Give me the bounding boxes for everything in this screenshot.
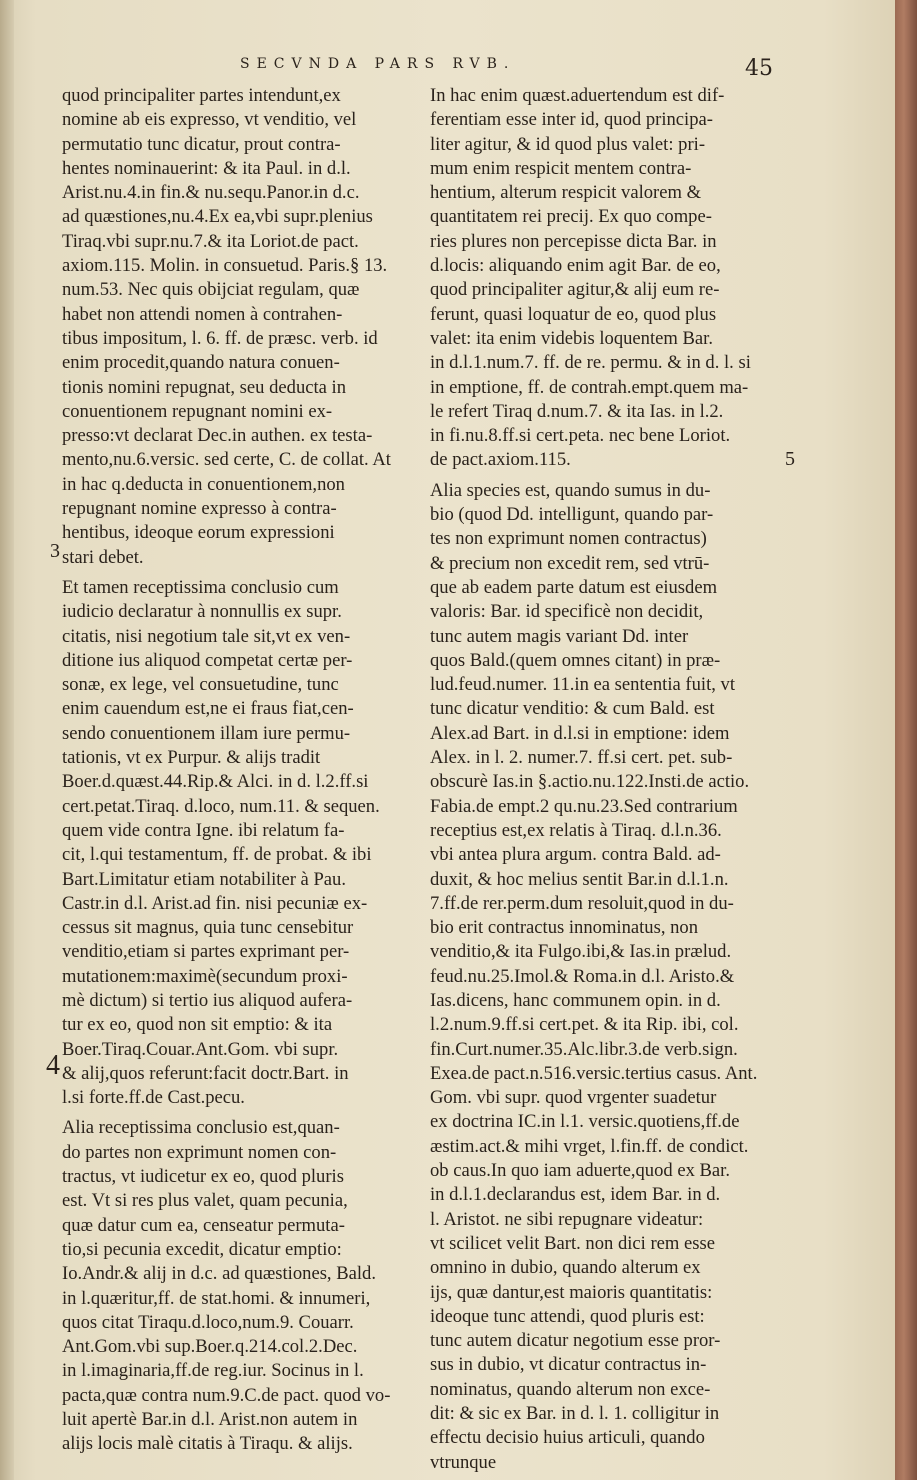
text-line: quod principaliter agitur,& alij eum re- xyxy=(430,279,720,301)
text-line: venditio,& ita Fulgo.ibi,& Ias.in prælud. xyxy=(430,941,732,963)
text-line: Boer.Tiraq.Couar.Ant.Gom. vbi supr. xyxy=(62,1038,339,1060)
text-line: tio,si pecunia excedit, dicatur emptio: xyxy=(62,1238,342,1260)
text-line: ad quæstiones,nu.4.Ex ea,vbi supr.plenius xyxy=(62,206,373,228)
text-line: cert.petat.Tiraq. d.loco, num.11. & sequen. xyxy=(62,795,380,817)
text-line: mutationem:maximè(secundum proxi- xyxy=(62,965,348,987)
text-line: axiom.115. Molin. in consuetud. Paris.§ 13. xyxy=(62,255,388,277)
text-line: permutatio tunc dicatur, prout contra- xyxy=(62,133,341,155)
text-line: alijs locis malè citatis à Tiraqu. & alijs. xyxy=(62,1433,353,1455)
text-line: tunc autem magis variant Dd. inter xyxy=(430,625,689,647)
text-line: l. Aristot. ne sibi repugnare videatur: xyxy=(430,1208,704,1230)
text-line: Exea.de pact.n.516.versic.tertius casus. Ant. xyxy=(430,1062,758,1084)
text-line: vt scilicet velit Bart. non dici rem esse xyxy=(430,1232,716,1254)
text-line: num.53. Nec quis obijciat regulam, quæ xyxy=(62,279,360,301)
text-line: hentes nominauerint: & ita Paul. in d.l. xyxy=(62,157,351,179)
text-line: do partes non exprimunt nomen con- xyxy=(62,1141,337,1163)
text-line: quod principaliter partes intendunt,ex xyxy=(62,85,341,106)
text-line: tractus, vt iudicetur ex eo, quod pluris xyxy=(62,1166,344,1188)
text-line: quem vide contra Igne. ibi relatum fa- xyxy=(62,819,345,841)
text-line: est. Vt si res plus valet, quam pecunia, xyxy=(62,1190,348,1212)
text-line: receptius est,ex relatis à Tiraq. d.l.n.36. xyxy=(430,819,722,841)
text-line: quos citat Tiraqu.d.loco,num.9. Couarr. xyxy=(62,1311,354,1333)
text-line: bio (quod Dd. intelligunt, quando par- xyxy=(430,504,714,526)
text-line: tibus impositum, l. 6. ff. de præsc. verb. id xyxy=(62,327,378,349)
text-line: le refert Tiraq d.num.7. & ita Ias. in l.2. xyxy=(430,400,724,422)
text-line: quæ datur cum ea, censeatur permuta- xyxy=(62,1214,345,1236)
text-line: & alij,quos referunt:facit doctr.Bart. in xyxy=(62,1062,349,1084)
text-line: valet: ita enim videbis loquentem Bar. xyxy=(430,327,713,349)
text-line: que ab eadem parte datum est eiusdem xyxy=(430,576,718,598)
text-line: sonæ, ex lege, vel consuetudine, tunc xyxy=(62,674,339,696)
text-line: conuentionem repugnant nomini ex- xyxy=(62,400,333,422)
text-line: mum enim respicit mentem contra- xyxy=(430,157,692,179)
margin-number-5: 5 xyxy=(785,448,795,470)
text-line: ditione ius aliquod competat certæ per- xyxy=(62,649,353,671)
text-line: Alex.ad Bart. in d.l.si in emptione: idem xyxy=(430,722,730,744)
text-line: Ant.Gom.vbi sup.Boer.q.214.col.2.Dec. xyxy=(62,1336,358,1358)
text-line: obscurè Ias.in §.actio.nu.122.Insti.de actio. xyxy=(430,771,750,793)
text-line: l.2.num.9.ff.si cert.pet. & ita Rip. ibi, col. xyxy=(430,1014,739,1036)
text-line: in l.quæritur,ff. de stat.homi. & innumeri, xyxy=(62,1287,371,1309)
text-line: 7.ff.de rer.perm.dum resoluit,quod in du- xyxy=(430,892,734,914)
text-line: ex doctrina IC.in l.1. versic.quotiens,ff.de xyxy=(430,1111,740,1133)
text-line: l.si forte.ff.de Cast.pecu. xyxy=(62,1087,245,1109)
running-header: SECVNDA PARS RVB. xyxy=(240,56,516,72)
left-text-column xyxy=(62,84,414,1457)
text-line: in fi.nu.8.ff.si cert.peta. nec bene Loriot. xyxy=(430,425,731,447)
text-line: in d.l.1.num.7. ff. de re. permu. & in d. l. si xyxy=(430,352,751,374)
text-line: ijs, quæ dantur,est maioris quantitatis: xyxy=(430,1281,713,1303)
text-line: lud.feud.numer. 11.in ea sententia fuit, vt xyxy=(430,674,735,696)
text-line: tur ex eo, quod non sit emptio: & ita xyxy=(62,1014,333,1036)
margin-number-3: 3 xyxy=(50,540,60,562)
text-line: Castr.in d.l. Arist.ad fin. nisi pecuniæ ex- xyxy=(62,892,368,914)
text-line: nomine ab eis expresso, vt venditio, vel xyxy=(62,109,357,131)
text-line: æstim.act.& mihi vrget, l.fin.ff. de condict. xyxy=(430,1135,749,1157)
text-line: de pact.axiom.115. xyxy=(430,449,571,471)
text-line: feud.nu.25.Imol.& Roma.in d.l. Aristo.& xyxy=(430,965,735,987)
text-line: & precium non excedit rem, sed vtrū- xyxy=(430,552,710,574)
text-line: hentium, alterum respicit valorem & xyxy=(430,182,702,204)
margin-number-4: 4 xyxy=(46,1050,60,1081)
text-line: Boer.d.quæst.44.Rip.& Alci. in d. l.2.ff.si xyxy=(62,771,369,793)
text-line: effectu decisio huius articuli, quando xyxy=(430,1427,705,1449)
text-line: tationis, vt ex Purpur. & alijs tradit xyxy=(62,747,321,769)
text-line: nominatus, quando alterum non exce- xyxy=(430,1378,711,1400)
text-line: presso:vt declarat Dec.in authen. ex testa- xyxy=(62,425,373,447)
text-line: pacta,quæ contra num.9.C.de pact. quod vo- xyxy=(62,1384,391,1406)
text-line: valoris: Bar. id specificè non decidit, xyxy=(430,601,704,623)
text-line: mè dictum) si tertio ius aliquod aufera- xyxy=(62,989,353,1011)
text-line: Tiraq.vbi supr.nu.7.& ita Loriot.de pact. xyxy=(62,230,359,252)
text-line: omnino in dubio, quando alterum ex xyxy=(430,1257,701,1279)
text-line: cit, l.qui testamentum, ff. de probat. & ibi xyxy=(62,844,372,866)
text-line: dit: & sic ex Bar. in d. l. 1. colligitur in xyxy=(430,1403,720,1425)
text-line: iudicio declaratur à nonnullis ex supr. xyxy=(62,601,342,623)
text-line: Alia receptissima conclusio est,quan- xyxy=(62,1117,340,1139)
text-line: Io.Andr.& alij in d.c. ad quæstiones, Bald. xyxy=(62,1263,376,1285)
text-line: mento,nu.6.versic. sed certe, C. de collat. At xyxy=(62,449,391,471)
text-line: vtrunque xyxy=(430,1451,497,1473)
text-line: d.locis: aliquando enim agit Bar. de eo, xyxy=(430,255,721,277)
text-line: ideoque tunc attendi, quod pluris est: xyxy=(430,1305,705,1327)
text-line: enim cauendum est,ne ei fraus fiat,cen- xyxy=(62,698,354,720)
text-line: Fabia.de empt.2 qu.nu.23.Sed contrarium xyxy=(430,795,738,817)
text-line: tionis nomini repugnat, seu deducta in xyxy=(62,376,347,398)
text-line: enim procedit,quando natura conuen- xyxy=(62,352,340,374)
text-line: in d.l.1.declarandus est, idem Bar. in d. xyxy=(430,1184,721,1206)
text-line: Gom. vbi supr. quod vrgenter suadetur xyxy=(430,1087,717,1109)
text-line: fin.Curt.numer.35.Alc.libr.3.de verb.sign. xyxy=(430,1038,738,1060)
text-line: Arist.nu.4.in fin.& nu.sequ.Panor.in d.c. xyxy=(62,182,360,204)
text-line: quos Bald.(quem omnes citant) in præ- xyxy=(430,649,721,671)
text-line: ferunt, quasi loquatur de eo, quod plus xyxy=(430,303,717,325)
text-line: in hac q.deducta in conuentionem,non xyxy=(62,473,345,495)
page-number: 45 xyxy=(745,56,773,81)
text-line: ob caus.In quo iam aduerte,quod ex Bar. xyxy=(430,1160,730,1182)
text-line: Alex. in l. 2. numer.7. ff.si cert. pet. sub- xyxy=(430,747,733,769)
text-line: habet non attendi nomen à contrahen- xyxy=(62,303,343,325)
text-line: sendo conuentionem illam iure permu- xyxy=(62,722,351,744)
text-line: tes non exprimunt nomen contractus) xyxy=(430,528,707,550)
text-line: repugnant nomine expresso à contra- xyxy=(62,498,337,520)
text-line: Bart.Limitatur etiam notabiliter à Pau. xyxy=(62,868,346,890)
text-line: citatis, nisi negotium tale sit,vt ex ven- xyxy=(62,625,351,647)
book-edge xyxy=(895,0,917,1480)
text-line: sus in dubio, vt dicatur contractus in- xyxy=(430,1354,707,1376)
text-line: Et tamen receptissima conclusio cum xyxy=(62,576,339,598)
text-line: luit apertè Bar.in d.l. Arist.non autem in xyxy=(62,1409,358,1431)
text-line: ferentiam esse inter id, quod principa- xyxy=(430,109,713,131)
text-line: stari debet. xyxy=(62,546,144,568)
text-line: tunc dicatur venditio: & cum Bald. est xyxy=(430,698,715,720)
text-line: tunc autem dicatur negotium esse pror- xyxy=(430,1330,721,1352)
text-line: Alia species est, quando sumus in du- xyxy=(430,479,711,501)
text-line: vbi antea plura argum. contra Bald. ad- xyxy=(430,844,721,866)
text-line: liter agitur, & id quod plus valet: pri- xyxy=(430,133,706,155)
text-line: in emptione, ff. de contrah.empt.quem ma- xyxy=(430,376,749,398)
page-binding-shadow xyxy=(0,0,14,1480)
text-line: Ias.dicens, hanc communem opin. in d. xyxy=(430,989,721,1011)
text-line: venditio,etiam si partes exprimant per- xyxy=(62,941,350,963)
text-line: hentibus, ideoque eorum expressioni xyxy=(62,522,335,544)
text-line: cessus sit magnus, quia tunc censebitur xyxy=(62,917,354,939)
text-line: ries plures non percepisse dicta Bar. in xyxy=(430,230,717,252)
text-line: in l.imaginaria,ff.de reg.iur. Socinus in l. xyxy=(62,1360,364,1382)
right-text-column xyxy=(430,84,775,1475)
text-line: duxit, & hoc melius sentit Bar.in d.l.1.n. xyxy=(430,868,729,890)
text-line: quantitatem rei precij. Ex quo compe- xyxy=(430,206,712,228)
text-line: bio erit contractus innominatus, non xyxy=(430,917,699,939)
text-line: In hac enim quæst.aduertendum est dif- xyxy=(430,85,725,106)
